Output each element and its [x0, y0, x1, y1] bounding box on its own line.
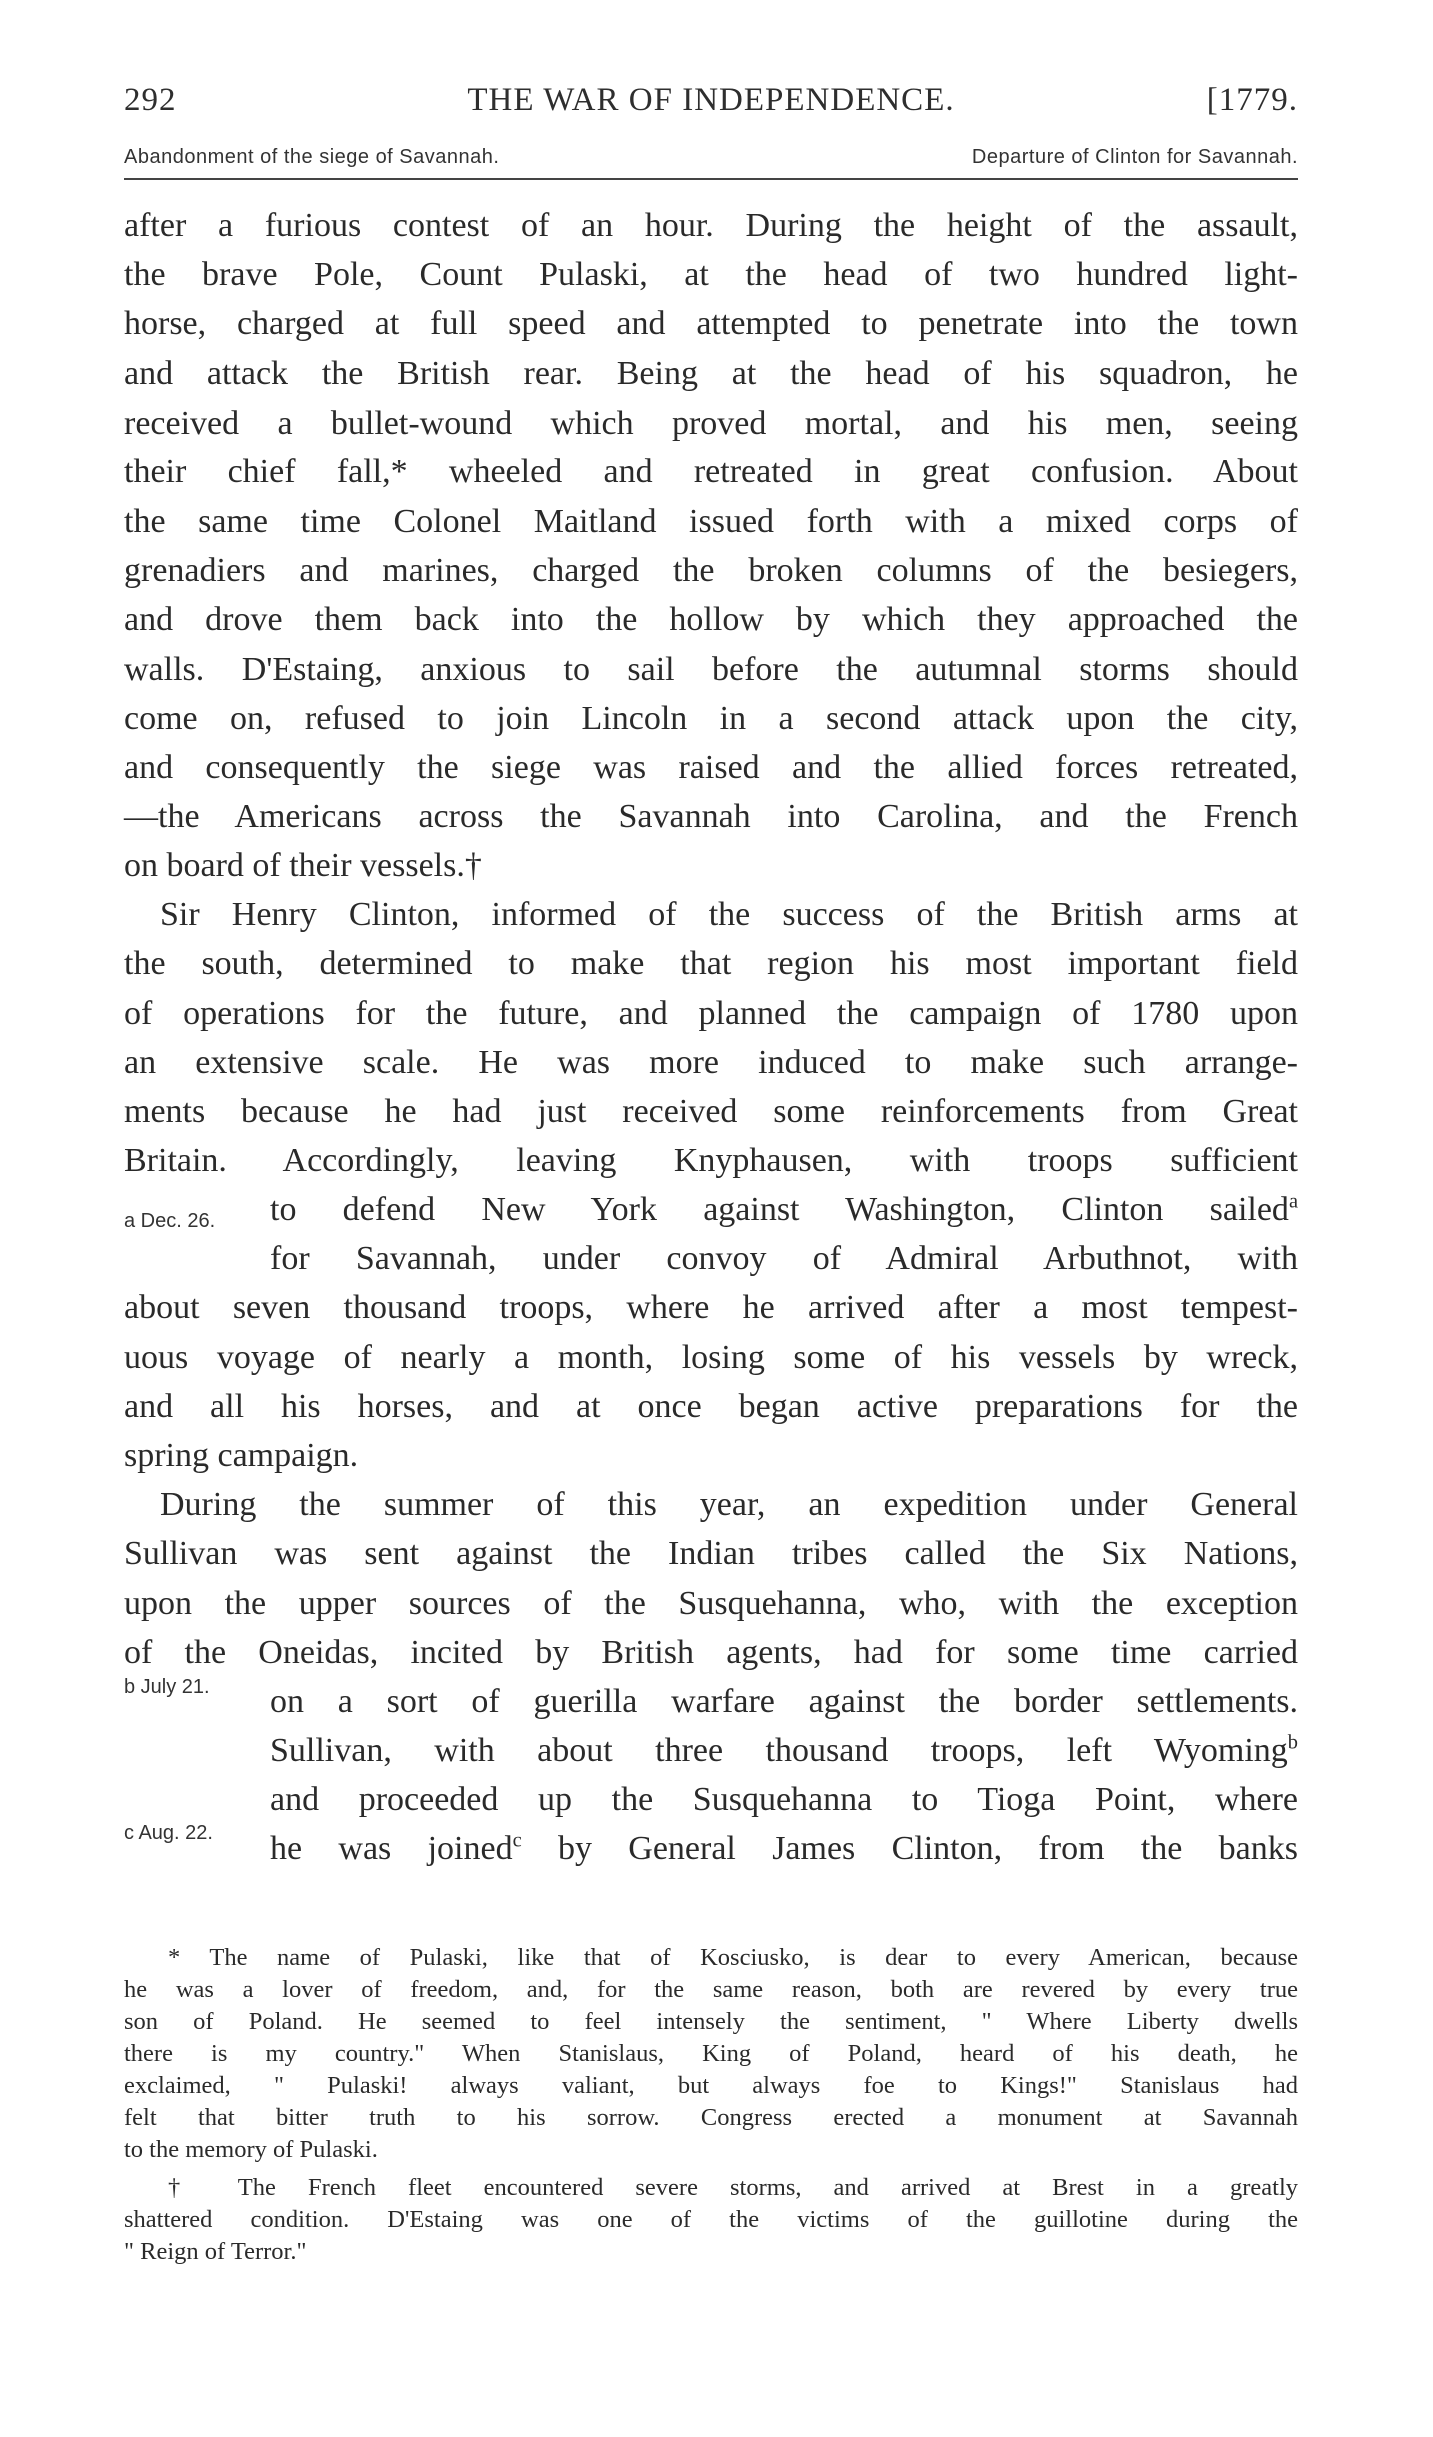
footnote-line: there is my country." When Stanislaus, King of Poland, heard of his death, he: [124, 2040, 1298, 2067]
body-line: walls. D'Estaing, anxious to sail before the autumnal storms should: [124, 651, 1298, 688]
body-line: ments because he had just received some reinforcements from Great: [124, 1093, 1298, 1130]
body-line: received a bullet-wound which proved mortal, and his men, seeing: [124, 405, 1298, 442]
section-subheads: [124, 146, 1298, 174]
body-line: the brave Pole, Count Pulaski, at the head of two hundred light-: [124, 256, 1298, 293]
body-line: after a furious contest of an hour. During the height of the assault,: [124, 207, 1298, 244]
body-line: on a sort of guerilla warfare against the border settlements.: [270, 1683, 1298, 1720]
body-line: uous voyage of nearly a month, losing some of his vessels by wreck,: [124, 1339, 1298, 1376]
header-rule: [124, 178, 1298, 180]
body-line: spring campaign.: [124, 1437, 359, 1474]
footnote-line: exclaimed, " Pulaski! always valiant, but always foe to Kings!" Stanislaus had: [124, 2072, 1298, 2099]
left-subhead: Abandonment of the siege of Savannah.: [124, 146, 500, 168]
body-line: grenadiers and marines, charged the broken columns of the besiegers,: [124, 552, 1298, 589]
body-line: for Savannah, under convoy of Admiral Arbuthnot, with: [270, 1240, 1298, 1277]
header-year: [1779.: [1206, 82, 1298, 118]
body-line: horse, charged at full speed and attempted to penetrate into the town: [124, 305, 1298, 342]
body-line-text: Sullivan, with about three thousand troops, left Wyoming: [270, 1732, 1288, 1769]
body-line: and proceeded up the Susquehanna to Tioga Point, where: [270, 1781, 1298, 1818]
body-line: come on, refused to join Lincoln in a second attack upon the city,: [124, 700, 1298, 737]
body-line: —the Americans across the Savannah into Carolina, and the French: [124, 798, 1298, 835]
body-line: [270, 1825, 1298, 1873]
body-line: an extensive scale. He was more induced to make such arrange-: [124, 1044, 1298, 1081]
body-line: Sullivan was sent against the Indian tribes called the Six Nations,: [124, 1535, 1298, 1572]
body-line: upon the upper sources of the Susquehanna, who, with the exception: [124, 1585, 1298, 1622]
body-line: and drove them back into the hollow by which they approached the: [124, 601, 1298, 638]
running-header: [124, 82, 1298, 126]
body-line-text: by General James Clinton, from the banks: [521, 1830, 1299, 1867]
right-subhead: Departure of Clinton for Savannah.: [971, 146, 1298, 168]
body-line: Britain. Accordingly, leaving Knyphausen, with troops sufficient: [124, 1142, 1298, 1179]
page-number: 292: [124, 82, 177, 118]
margin-note-july-21: b July 21.: [124, 1676, 210, 1698]
body-line: the same time Colonel Maitland issued forth with a mixed corps of: [124, 503, 1298, 540]
body-line: [270, 1727, 1298, 1775]
body-line: of operations for the future, and planned the campaign of 1780 upon: [124, 995, 1298, 1032]
body-line: about seven thousand troops, where he arrived after a most tempest-: [124, 1289, 1298, 1326]
footnote-line: * The name of Pulaski, like that of Kosciusko, is dear to every American, because: [168, 1944, 1298, 1971]
body-line: [270, 1186, 1298, 1234]
footnote-line: felt that bitter truth to his sorrow. Congress erected a monument at Savannah: [124, 2104, 1298, 2131]
body-line-text: to defend New York against Washington, Clinton sailed: [270, 1191, 1289, 1228]
body-line: Sir Henry Clinton, informed of the success of the British arms at: [160, 896, 1298, 933]
footnote-line: " Reign of Terror.": [124, 2238, 307, 2265]
margin-note-dec-26: a Dec. 26.: [124, 1210, 216, 1232]
footnote-marker-b: b: [1287, 1731, 1298, 1754]
footnote-marker-a: a: [1288, 1190, 1298, 1213]
body-line: and consequently the siege was raised and the allied forces retreated,: [124, 749, 1298, 786]
body-line: their chief fall,* wheeled and retreated in great confusion. About: [124, 453, 1298, 490]
footnote-line: he was a lover of freedom, and, for the same reason, both are revered by every true: [124, 1976, 1298, 2003]
margin-note-aug-22: c Aug. 22.: [124, 1822, 213, 1844]
body-line: During the summer of this year, an expedition under General: [160, 1486, 1298, 1523]
body-line: of the Oneidas, incited by British agents, had for some time carried: [124, 1634, 1298, 1671]
body-line: and all his horses, and at once began active preparations for the: [124, 1388, 1298, 1425]
body-line: the south, determined to make that region his most important field: [124, 945, 1298, 982]
body-line-text: he was joined: [270, 1830, 513, 1867]
footnote-line: to the memory of Pulaski.: [124, 2136, 378, 2163]
footnote-line: † The French fleet encountered severe storms, and arrived at Brest in a greatly: [168, 2174, 1298, 2201]
body-line: on board of their vessels.†: [124, 847, 482, 884]
footnote-line: son of Poland. He seemed to feel intensely the sentiment, " Where Liberty dwells: [124, 2008, 1298, 2035]
footnote-line: shattered condition. D'Estaing was one of the victims of the guillotine during the: [124, 2206, 1298, 2233]
footnote-marker-c: c: [512, 1829, 522, 1852]
running-title: THE WAR OF INDEPENDENCE.: [467, 82, 955, 118]
body-line: and attack the British rear. Being at the head of his squadron, he: [124, 355, 1298, 392]
